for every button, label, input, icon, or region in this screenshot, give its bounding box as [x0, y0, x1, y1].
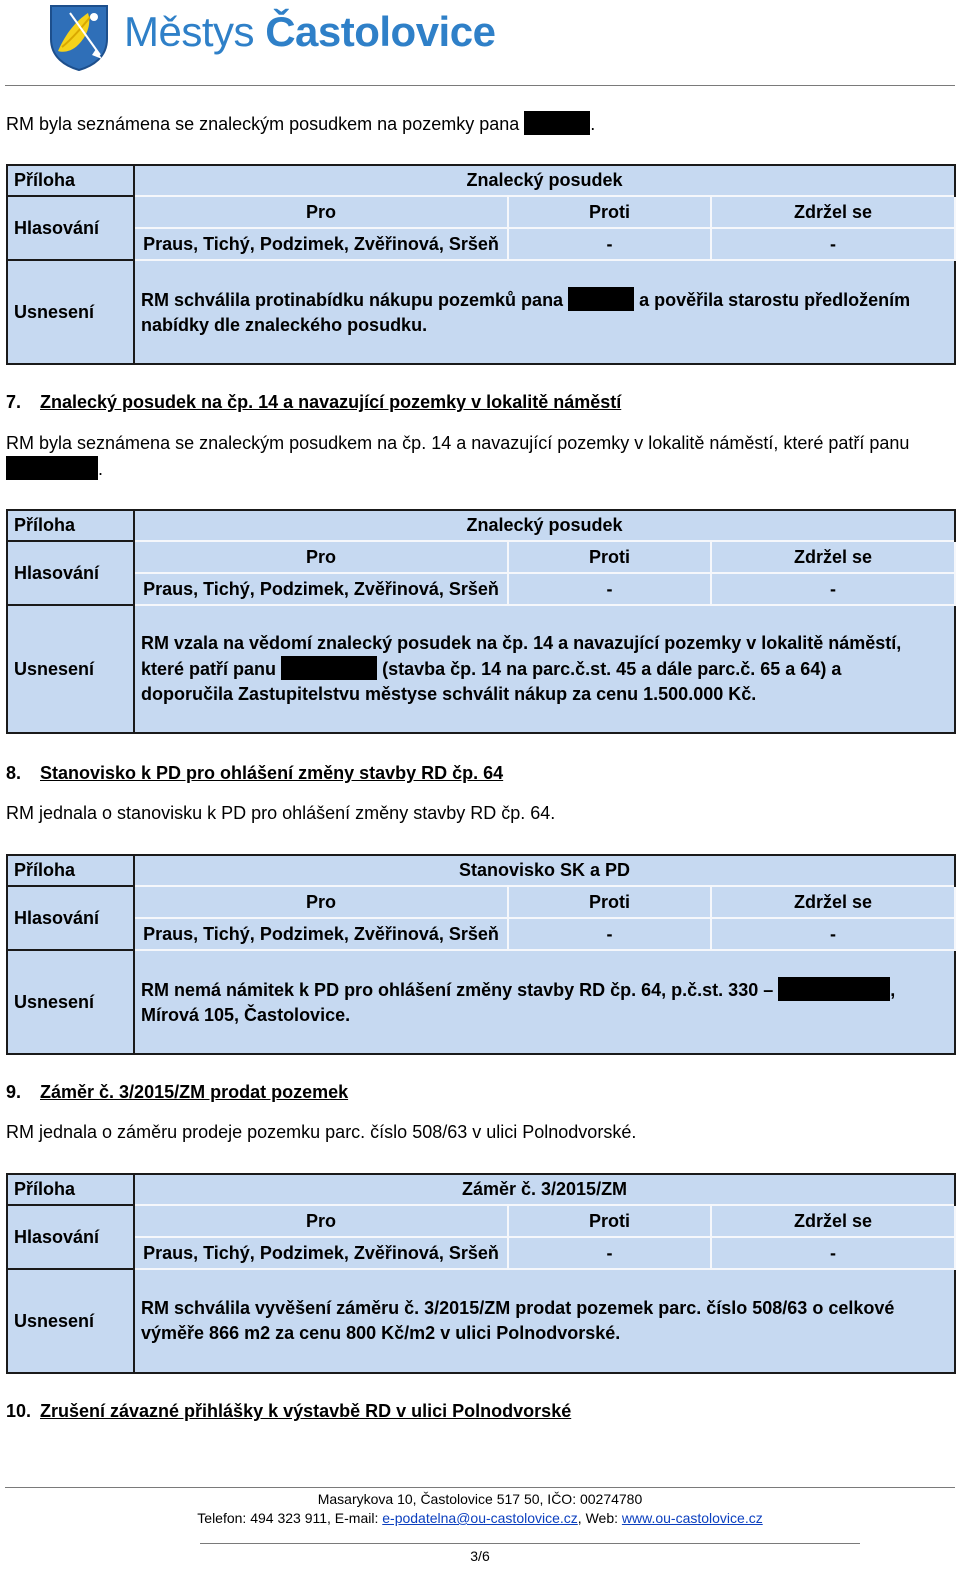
attachment-value: Stanovisko SK a PD [134, 855, 955, 886]
header-divider [5, 85, 955, 86]
section-heading: 10. Zrušení závazné přihlášky k výstavbě RD v ulici Polnodvorské [6, 1401, 572, 1421]
resolution-label: Usnesení [7, 950, 134, 1054]
vote-table [6, 1173, 956, 1374]
zdrzel-header: Zdržel se [711, 196, 955, 228]
page-number: 3/6 [470, 1548, 490, 1564]
zdrzel-header: Zdržel se [711, 886, 955, 918]
pro-header: Pro [134, 1205, 508, 1237]
redacted-name [281, 656, 377, 680]
pro-header: Pro [134, 196, 508, 228]
footer-address: Masarykova 10, Častolovice 517 50, IČO: 00274780 [317, 1491, 643, 1507]
email-link[interactable]: e-podatelna@ou-castolovice.cz [382, 1510, 578, 1526]
proti-votes: - [508, 573, 711, 605]
proti-votes: - [508, 228, 711, 260]
vote-table [6, 164, 956, 365]
proti-header: Proti [508, 1205, 711, 1237]
pro-votes: Praus, Tichý, Podzimek, Zvěřinová, Sršeň [134, 228, 508, 260]
resolution-text: RM vzala na vědomí znalecký posudek na čp. 14 a navazující pozemky v lokalitě náměstí, které patří panu (stavba čp. 14 na parc.č.st. 45 a dále parc.č. 65 a 64) a doporučila Zastupitelstvu městyse schválit nákup za cenu 1.500.000 Kč. [134, 605, 955, 733]
section-heading: 7. Znalecký posudek na čp. 14 a navazující pozemky v lokalitě náměstí [6, 392, 622, 412]
redacted-name [778, 977, 890, 1001]
section-paragraph: RM byla seznámena se znaleckým posudkem na čp. 14 a navazující pozemky v lokalitě náměstí, které patří panu . [6, 433, 910, 479]
section-heading: 8. Stanovisko k PD pro ohlášení změny stavby RD čp. 64 [6, 763, 504, 783]
section-heading: 9. Záměr č. 3/2015/ZM prodat pozemek [6, 1082, 349, 1102]
redacted-name [6, 456, 98, 480]
pro-header: Pro [134, 541, 508, 573]
voting-label: Hlasování [7, 196, 134, 260]
pro-header: Pro [134, 886, 508, 918]
voting-label: Hlasování [7, 886, 134, 950]
proti-votes: - [508, 1237, 711, 1269]
resolution-label: Usnesení [7, 605, 134, 733]
attachment-label: Příloha [7, 165, 134, 196]
pro-votes: Praus, Tichý, Podzimek, Zvěřinová, Sršeň [134, 918, 508, 950]
zdrzel-header: Zdržel se [711, 1205, 955, 1237]
proti-votes: - [508, 918, 711, 950]
attachment-label: Příloha [7, 855, 134, 886]
resolution-text: RM schválila vyvěšení záměru č. 3/2015/ZM prodat pozemek parc. číslo 508/63 o celkové výměře 866 m2 za cenu 800 Kč/m2 v ulici Polnodvorské. [134, 1269, 955, 1373]
resolution-text: RM schválila protinabídku nákupu pozemků pana a pověřila starostu předložením nabídky dle znaleckého posudku. [134, 260, 955, 364]
municipality-logo-text: Městys Častolovice [124, 8, 496, 55]
coat-of-arms-icon [48, 3, 110, 71]
redacted-name [568, 287, 634, 311]
footer-divider [5, 1487, 955, 1488]
zdrzel-header: Zdržel se [711, 541, 955, 573]
vote-table [6, 509, 956, 734]
intro-paragraph: RM byla seznámena se znaleckým posudkem na pozemky pana . [6, 111, 595, 137]
resolution-label: Usnesení [7, 260, 134, 364]
zdrzel-votes: - [711, 573, 955, 605]
proti-header: Proti [508, 196, 711, 228]
attachment-label: Příloha [7, 1174, 134, 1205]
attachment-value: Záměr č. 3/2015/ZM [134, 1174, 955, 1205]
footer-rule [200, 1543, 860, 1544]
web-link[interactable]: www.ou-castolovice.cz [621, 1510, 763, 1526]
section-paragraph: RM jednala o záměru prodeje pozemku parc. číslo 508/63 v ulici Polnodvorské. [6, 1122, 637, 1142]
attachment-value: Znalecký posudek [134, 165, 955, 196]
proti-header: Proti [508, 886, 711, 918]
zdrzel-votes: - [711, 918, 955, 950]
resolution-label: Usnesení [7, 1269, 134, 1373]
proti-header: Proti [508, 541, 711, 573]
footer-contact: Telefon: 494 323 911, E-mail: e-podatelna@ou-castolovice.cz, Web: www.ou-castolovice.cz [197, 1510, 763, 1526]
pro-votes: Praus, Tichý, Podzimek, Zvěřinová, Sršeň [134, 573, 508, 605]
redacted-name [524, 111, 590, 135]
attachment-value: Znalecký posudek [134, 510, 955, 541]
page-header [0, 0, 960, 86]
resolution-text: RM nemá námitek k PD pro ohlášení změny stavby RD čp. 64, p.č.st. 330 – , Mírová 105, Častolovice. [134, 950, 955, 1054]
zdrzel-votes: - [711, 228, 955, 260]
zdrzel-votes: - [711, 1237, 955, 1269]
voting-label: Hlasování [7, 541, 134, 605]
pro-votes: Praus, Tichý, Podzimek, Zvěřinová, Sršeň [134, 1237, 508, 1269]
vote-table [6, 854, 956, 1055]
attachment-label: Příloha [7, 510, 134, 541]
section-paragraph: RM jednala o stanovisku k PD pro ohlášení změny stavby RD čp. 64. [6, 803, 556, 823]
voting-label: Hlasování [7, 1205, 134, 1269]
